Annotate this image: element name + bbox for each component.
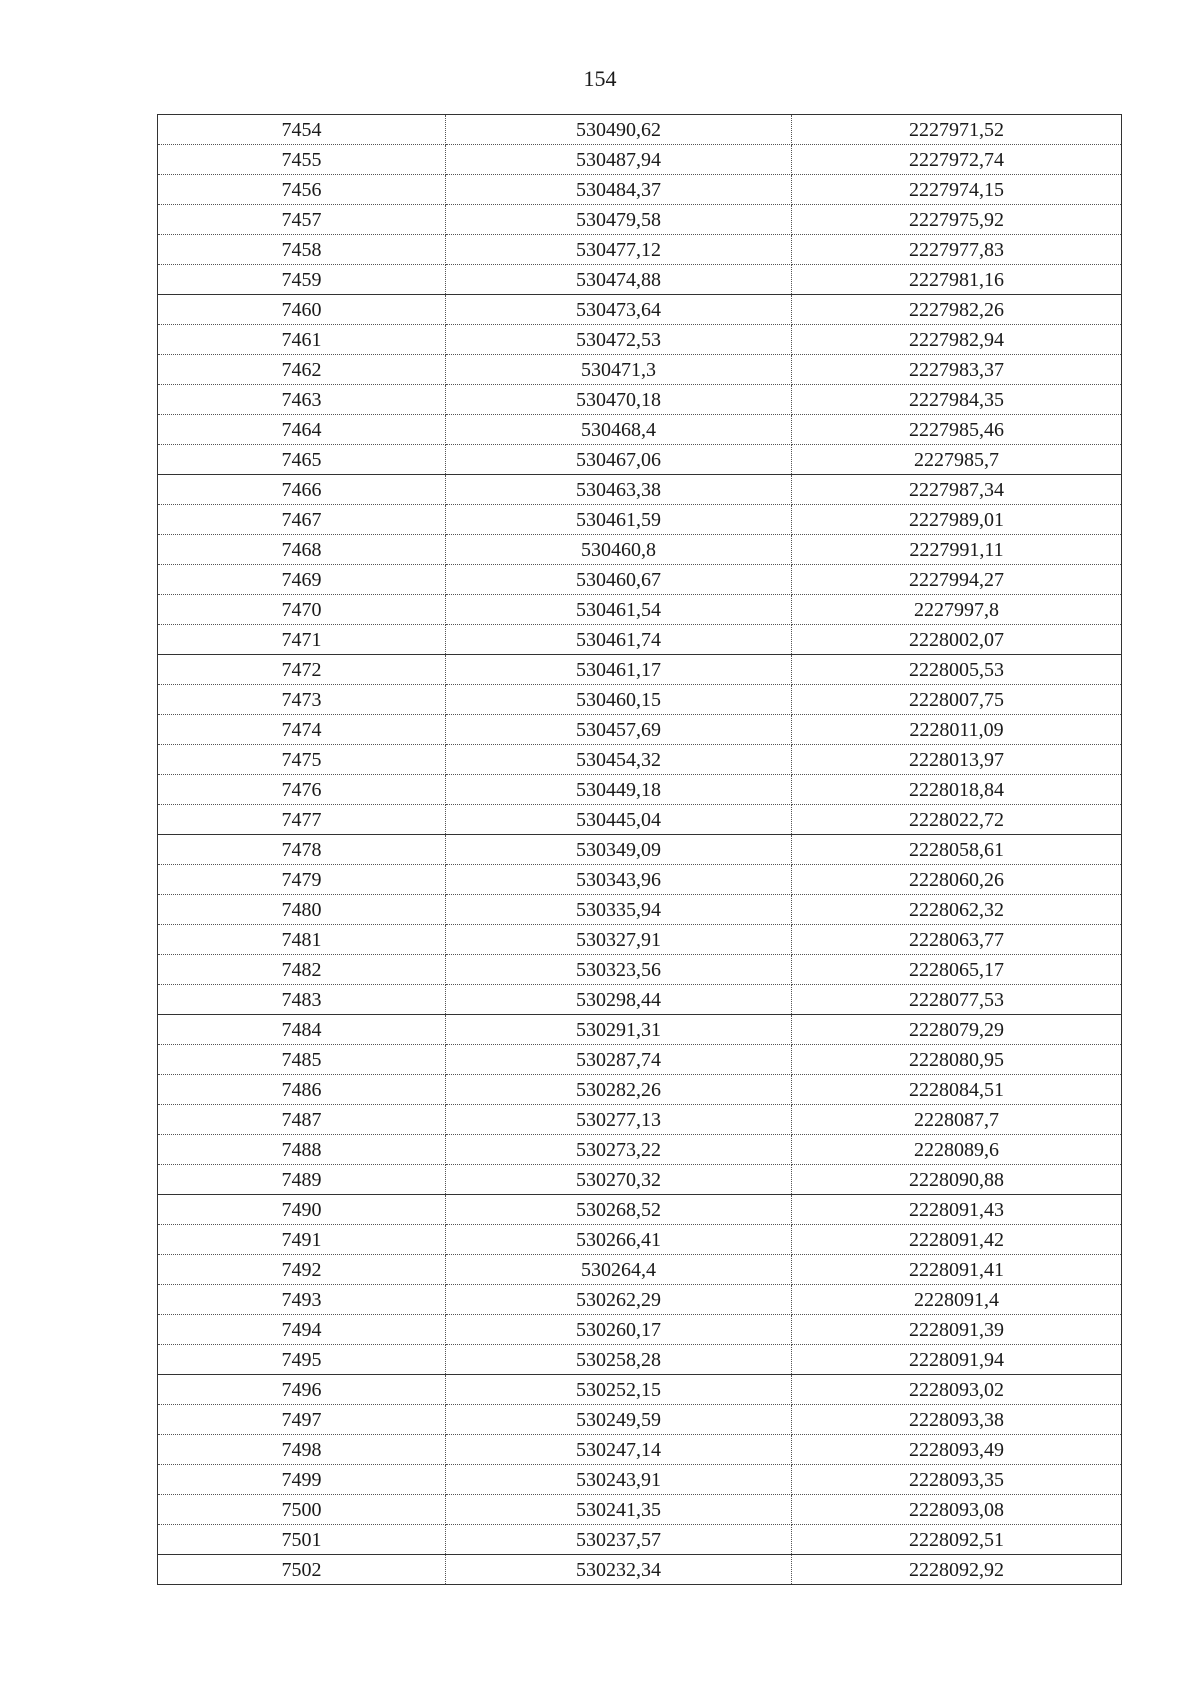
table-row bbox=[158, 115, 1122, 145]
point-number-cell: 7459 bbox=[158, 265, 446, 295]
table-row bbox=[158, 595, 1122, 625]
y-coordinate-cell: 2228093,49 bbox=[792, 1435, 1122, 1465]
x-coordinate-cell: 530470,18 bbox=[446, 385, 792, 415]
point-number-cell: 7500 bbox=[158, 1495, 446, 1525]
y-coordinate-cell: 2228087,7 bbox=[792, 1105, 1122, 1135]
x-coordinate-cell: 530484,37 bbox=[446, 175, 792, 205]
table-row bbox=[158, 295, 1122, 325]
point-number-cell: 7465 bbox=[158, 445, 446, 475]
table-row bbox=[158, 475, 1122, 505]
x-coordinate-cell: 530461,59 bbox=[446, 505, 792, 535]
x-coordinate-cell: 530327,91 bbox=[446, 925, 792, 955]
table-row bbox=[158, 1105, 1122, 1135]
y-coordinate-cell: 2227975,92 bbox=[792, 205, 1122, 235]
table-row bbox=[158, 1075, 1122, 1105]
point-number-cell: 7486 bbox=[158, 1075, 446, 1105]
point-number-cell: 7470 bbox=[158, 595, 446, 625]
point-number-cell: 7499 bbox=[158, 1465, 446, 1495]
y-coordinate-cell: 2227985,7 bbox=[792, 445, 1122, 475]
table-row bbox=[158, 1525, 1122, 1555]
y-coordinate-cell: 2228093,08 bbox=[792, 1495, 1122, 1525]
point-number-cell: 7477 bbox=[158, 805, 446, 835]
y-coordinate-cell: 2228013,97 bbox=[792, 745, 1122, 775]
point-number-cell: 7456 bbox=[158, 175, 446, 205]
y-coordinate-cell: 2227991,11 bbox=[792, 535, 1122, 565]
point-number-cell: 7464 bbox=[158, 415, 446, 445]
table-row bbox=[158, 925, 1122, 955]
table-row bbox=[158, 745, 1122, 775]
table-row bbox=[158, 655, 1122, 685]
x-coordinate-cell: 530264,4 bbox=[446, 1255, 792, 1285]
table-row bbox=[158, 265, 1122, 295]
point-number-cell: 7478 bbox=[158, 835, 446, 865]
y-coordinate-cell: 2228080,95 bbox=[792, 1045, 1122, 1075]
point-number-cell: 7479 bbox=[158, 865, 446, 895]
point-number-cell: 7471 bbox=[158, 625, 446, 655]
point-number-cell: 7468 bbox=[158, 535, 446, 565]
point-number-cell: 7494 bbox=[158, 1315, 446, 1345]
table-row bbox=[158, 955, 1122, 985]
table-row bbox=[158, 1225, 1122, 1255]
point-number-cell: 7487 bbox=[158, 1105, 446, 1135]
y-coordinate-cell: 2227982,94 bbox=[792, 325, 1122, 355]
point-number-cell: 7463 bbox=[158, 385, 446, 415]
y-coordinate-cell: 2228065,17 bbox=[792, 955, 1122, 985]
x-coordinate-cell: 530237,57 bbox=[446, 1525, 792, 1555]
table-row bbox=[158, 895, 1122, 925]
y-coordinate-cell: 2228091,94 bbox=[792, 1345, 1122, 1375]
point-number-cell: 7462 bbox=[158, 355, 446, 385]
table-row bbox=[158, 535, 1122, 565]
x-coordinate-cell: 530266,41 bbox=[446, 1225, 792, 1255]
y-coordinate-cell: 2228018,84 bbox=[792, 775, 1122, 805]
x-coordinate-cell: 530232,34 bbox=[446, 1555, 792, 1585]
table-row bbox=[158, 1045, 1122, 1075]
y-coordinate-cell: 2228093,38 bbox=[792, 1405, 1122, 1435]
y-coordinate-cell: 2228093,02 bbox=[792, 1375, 1122, 1405]
x-coordinate-cell: 530247,14 bbox=[446, 1435, 792, 1465]
x-coordinate-cell: 530335,94 bbox=[446, 895, 792, 925]
y-coordinate-cell: 2227974,15 bbox=[792, 175, 1122, 205]
point-number-cell: 7454 bbox=[158, 115, 446, 145]
x-coordinate-cell: 530287,74 bbox=[446, 1045, 792, 1075]
y-coordinate-cell: 2228092,51 bbox=[792, 1525, 1122, 1555]
x-coordinate-cell: 530277,13 bbox=[446, 1105, 792, 1135]
x-coordinate-cell: 530477,12 bbox=[446, 235, 792, 265]
table-row bbox=[158, 1435, 1122, 1465]
point-number-cell: 7497 bbox=[158, 1405, 446, 1435]
x-coordinate-cell: 530467,06 bbox=[446, 445, 792, 475]
point-number-cell: 7480 bbox=[158, 895, 446, 925]
x-coordinate-cell: 530461,74 bbox=[446, 625, 792, 655]
x-coordinate-cell: 530241,35 bbox=[446, 1495, 792, 1525]
y-coordinate-cell: 2227987,34 bbox=[792, 475, 1122, 505]
point-number-cell: 7466 bbox=[158, 475, 446, 505]
y-coordinate-cell: 2228092,92 bbox=[792, 1555, 1122, 1585]
table-row bbox=[158, 1555, 1122, 1585]
x-coordinate-cell: 530460,8 bbox=[446, 535, 792, 565]
table-row bbox=[158, 1345, 1122, 1375]
y-coordinate-cell: 2227971,52 bbox=[792, 115, 1122, 145]
x-coordinate-cell: 530270,32 bbox=[446, 1165, 792, 1195]
point-number-cell: 7502 bbox=[158, 1555, 446, 1585]
point-number-cell: 7481 bbox=[158, 925, 446, 955]
y-coordinate-cell: 2228011,09 bbox=[792, 715, 1122, 745]
point-number-cell: 7473 bbox=[158, 685, 446, 715]
x-coordinate-cell: 530454,32 bbox=[446, 745, 792, 775]
point-number-cell: 7490 bbox=[158, 1195, 446, 1225]
y-coordinate-cell: 2228060,26 bbox=[792, 865, 1122, 895]
y-coordinate-cell: 2228091,41 bbox=[792, 1255, 1122, 1285]
y-coordinate-cell: 2228005,53 bbox=[792, 655, 1122, 685]
x-coordinate-cell: 530243,91 bbox=[446, 1465, 792, 1495]
point-number-cell: 7455 bbox=[158, 145, 446, 175]
y-coordinate-cell: 2228062,32 bbox=[792, 895, 1122, 925]
point-number-cell: 7493 bbox=[158, 1285, 446, 1315]
table-row bbox=[158, 235, 1122, 265]
y-coordinate-cell: 2228084,51 bbox=[792, 1075, 1122, 1105]
x-coordinate-cell: 530252,15 bbox=[446, 1375, 792, 1405]
page-number: 154 bbox=[583, 66, 617, 91]
point-number-cell: 7498 bbox=[158, 1435, 446, 1465]
x-coordinate-cell: 530460,67 bbox=[446, 565, 792, 595]
table-row bbox=[158, 1165, 1122, 1195]
y-coordinate-cell: 2228093,35 bbox=[792, 1465, 1122, 1495]
table-row bbox=[158, 175, 1122, 205]
y-coordinate-cell: 2227984,35 bbox=[792, 385, 1122, 415]
table-row bbox=[158, 445, 1122, 475]
x-coordinate-cell: 530457,69 bbox=[446, 715, 792, 745]
point-number-cell: 7484 bbox=[158, 1015, 446, 1045]
y-coordinate-cell: 2228091,43 bbox=[792, 1195, 1122, 1225]
x-coordinate-cell: 530479,58 bbox=[446, 205, 792, 235]
table-row bbox=[158, 565, 1122, 595]
x-coordinate-cell: 530273,22 bbox=[446, 1135, 792, 1165]
y-coordinate-cell: 2228077,53 bbox=[792, 985, 1122, 1015]
table-row bbox=[158, 145, 1122, 175]
y-coordinate-cell: 2227983,37 bbox=[792, 355, 1122, 385]
y-coordinate-cell: 2227982,26 bbox=[792, 295, 1122, 325]
point-number-cell: 7475 bbox=[158, 745, 446, 775]
x-coordinate-cell: 530460,15 bbox=[446, 685, 792, 715]
table-row bbox=[158, 415, 1122, 445]
point-number-cell: 7474 bbox=[158, 715, 446, 745]
point-number-cell: 7496 bbox=[158, 1375, 446, 1405]
x-coordinate-cell: 530343,96 bbox=[446, 865, 792, 895]
point-number-cell: 7482 bbox=[158, 955, 446, 985]
point-number-cell: 7483 bbox=[158, 985, 446, 1015]
x-coordinate-cell: 530490,62 bbox=[446, 115, 792, 145]
table-row bbox=[158, 1015, 1122, 1045]
y-coordinate-cell: 2228091,42 bbox=[792, 1225, 1122, 1255]
y-coordinate-cell: 2228022,72 bbox=[792, 805, 1122, 835]
y-coordinate-cell: 2228063,77 bbox=[792, 925, 1122, 955]
point-number-cell: 7476 bbox=[158, 775, 446, 805]
table-row bbox=[158, 1255, 1122, 1285]
y-coordinate-cell: 2228007,75 bbox=[792, 685, 1122, 715]
y-coordinate-cell: 2227972,74 bbox=[792, 145, 1122, 175]
table-row bbox=[158, 685, 1122, 715]
x-coordinate-cell: 530282,26 bbox=[446, 1075, 792, 1105]
y-coordinate-cell: 2228091,39 bbox=[792, 1315, 1122, 1345]
x-coordinate-cell: 530268,52 bbox=[446, 1195, 792, 1225]
y-coordinate-cell: 2228091,4 bbox=[792, 1285, 1122, 1315]
y-coordinate-cell: 2227977,83 bbox=[792, 235, 1122, 265]
x-coordinate-cell: 530487,94 bbox=[446, 145, 792, 175]
point-number-cell: 7467 bbox=[158, 505, 446, 535]
table-row bbox=[158, 1465, 1122, 1495]
point-number-cell: 7492 bbox=[158, 1255, 446, 1285]
x-coordinate-cell: 530349,09 bbox=[446, 835, 792, 865]
y-coordinate-cell: 2227994,27 bbox=[792, 565, 1122, 595]
x-coordinate-cell: 530473,64 bbox=[446, 295, 792, 325]
y-coordinate-cell: 2227997,8 bbox=[792, 595, 1122, 625]
table-row bbox=[158, 505, 1122, 535]
x-coordinate-cell: 530249,59 bbox=[446, 1405, 792, 1435]
point-number-cell: 7491 bbox=[158, 1225, 446, 1255]
point-number-cell: 7472 bbox=[158, 655, 446, 685]
point-number-cell: 7469 bbox=[158, 565, 446, 595]
x-coordinate-cell: 530461,54 bbox=[446, 595, 792, 625]
table-row bbox=[158, 805, 1122, 835]
x-coordinate-cell: 530260,17 bbox=[446, 1315, 792, 1345]
table-row bbox=[158, 1495, 1122, 1525]
table-row bbox=[158, 325, 1122, 355]
table-row bbox=[158, 1195, 1122, 1225]
coordinates-table-body bbox=[158, 115, 1122, 1585]
coordinates-table bbox=[157, 114, 1122, 1585]
table-row bbox=[158, 1135, 1122, 1165]
point-number-cell: 7489 bbox=[158, 1165, 446, 1195]
table-row bbox=[158, 385, 1122, 415]
x-coordinate-cell: 530463,38 bbox=[446, 475, 792, 505]
y-coordinate-cell: 2227989,01 bbox=[792, 505, 1122, 535]
y-coordinate-cell: 2227981,16 bbox=[792, 265, 1122, 295]
y-coordinate-cell: 2228002,07 bbox=[792, 625, 1122, 655]
y-coordinate-cell: 2228089,6 bbox=[792, 1135, 1122, 1165]
x-coordinate-cell: 530291,31 bbox=[446, 1015, 792, 1045]
y-coordinate-cell: 2228058,61 bbox=[792, 835, 1122, 865]
x-coordinate-cell: 530468,4 bbox=[446, 415, 792, 445]
table-row bbox=[158, 1405, 1122, 1435]
y-coordinate-cell: 2228079,29 bbox=[792, 1015, 1122, 1045]
x-coordinate-cell: 530449,18 bbox=[446, 775, 792, 805]
x-coordinate-cell: 530262,29 bbox=[446, 1285, 792, 1315]
x-coordinate-cell: 530445,04 bbox=[446, 805, 792, 835]
table-row bbox=[158, 1315, 1122, 1345]
table-row bbox=[158, 1375, 1122, 1405]
x-coordinate-cell: 530258,28 bbox=[446, 1345, 792, 1375]
x-coordinate-cell: 530474,88 bbox=[446, 265, 792, 295]
point-number-cell: 7460 bbox=[158, 295, 446, 325]
x-coordinate-cell: 530323,56 bbox=[446, 955, 792, 985]
table-row bbox=[158, 835, 1122, 865]
table-row bbox=[158, 625, 1122, 655]
point-number-cell: 7501 bbox=[158, 1525, 446, 1555]
point-number-cell: 7485 bbox=[158, 1045, 446, 1075]
point-number-cell: 7495 bbox=[158, 1345, 446, 1375]
x-coordinate-cell: 530472,53 bbox=[446, 325, 792, 355]
point-number-cell: 7488 bbox=[158, 1135, 446, 1165]
table-row bbox=[158, 715, 1122, 745]
table-row bbox=[158, 865, 1122, 895]
y-coordinate-cell: 2228090,88 bbox=[792, 1165, 1122, 1195]
point-number-cell: 7457 bbox=[158, 205, 446, 235]
table-row bbox=[158, 775, 1122, 805]
x-coordinate-cell: 530298,44 bbox=[446, 985, 792, 1015]
x-coordinate-cell: 530461,17 bbox=[446, 655, 792, 685]
table-row bbox=[158, 985, 1122, 1015]
x-coordinate-cell: 530471,3 bbox=[446, 355, 792, 385]
point-number-cell: 7458 bbox=[158, 235, 446, 265]
table-row bbox=[158, 1285, 1122, 1315]
table-row bbox=[158, 205, 1122, 235]
table-row bbox=[158, 355, 1122, 385]
y-coordinate-cell: 2227985,46 bbox=[792, 415, 1122, 445]
point-number-cell: 7461 bbox=[158, 325, 446, 355]
